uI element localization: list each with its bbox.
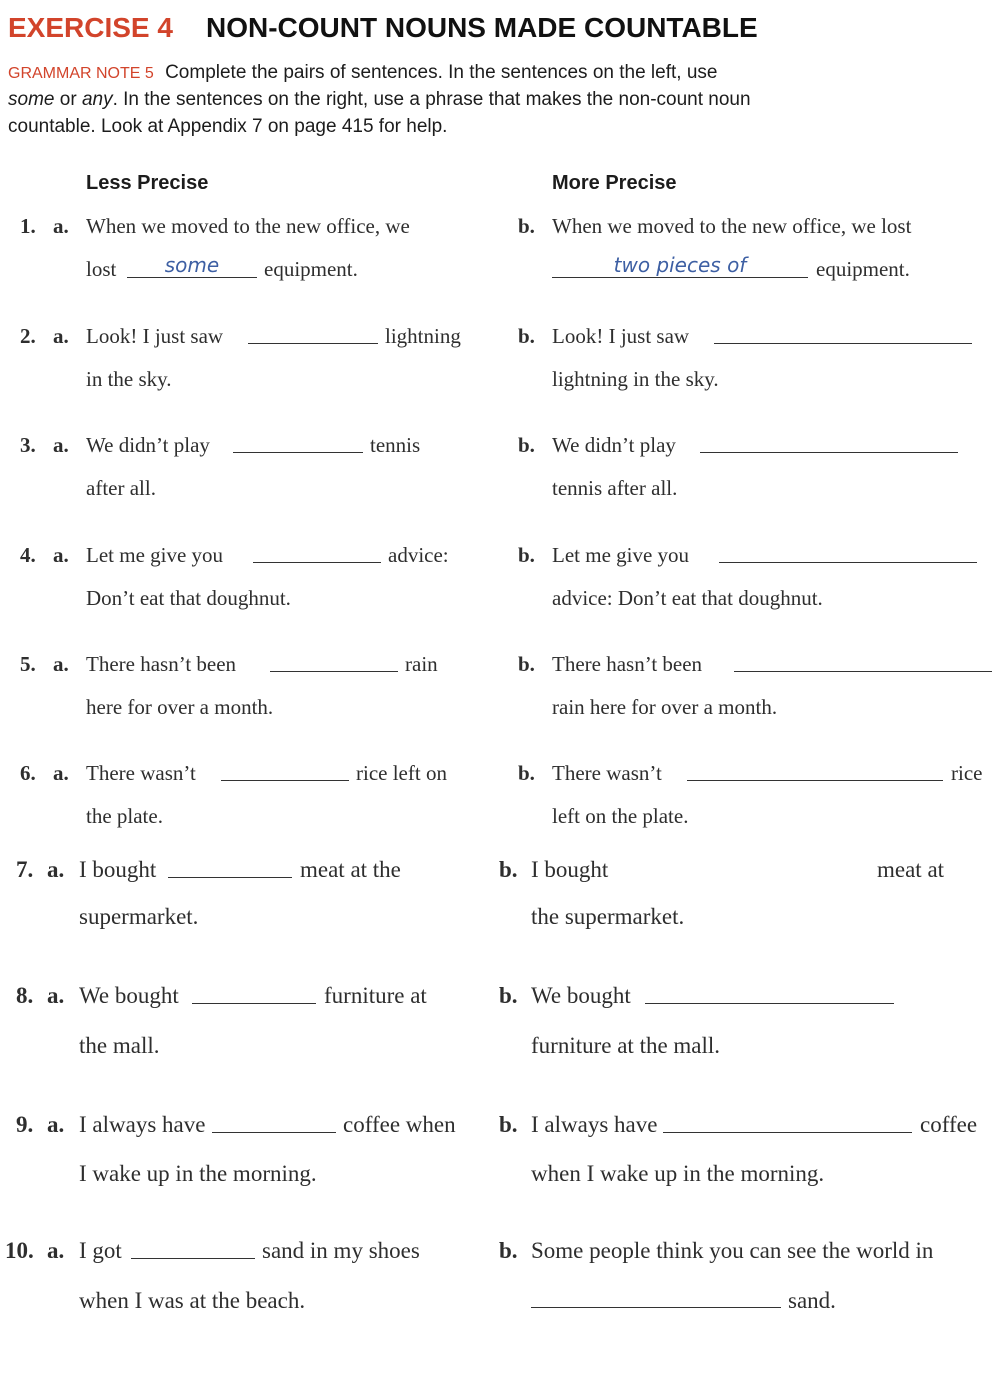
any-word: any (81, 89, 113, 110)
item-2b-blank[interactable] (714, 343, 972, 344)
item-1a-text-before: lost (86, 257, 117, 281)
item-10a-blank[interactable] (131, 1258, 255, 1259)
item-7b-line-2: the supermarket. (531, 904, 685, 929)
item-6b-text-after: rice (951, 761, 983, 785)
item-8a-blank[interactable] (192, 1003, 316, 1004)
part-b-label: b. (518, 214, 535, 238)
instructions-line-2 (8, 86, 751, 113)
or-word: or (59, 89, 77, 110)
part-a-label: a. (53, 214, 69, 238)
part-a-label: a. (47, 983, 65, 1008)
item-10a-text-after: sand in my shoes (262, 1238, 420, 1263)
item-1a-text-after: equipment. (264, 257, 358, 281)
grammar-note-label: GRAMMAR NOTE 5 (8, 65, 154, 82)
item-6a-blank[interactable] (221, 780, 349, 781)
part-a-label: a. (53, 543, 69, 567)
item-10b-text-after: sand. (788, 1288, 836, 1313)
item-8b-line-2: furniture at the mall. (531, 1033, 721, 1058)
item-7b-text-before: I bought (531, 857, 609, 882)
item-2a-text-before: Look! I just saw (86, 324, 224, 348)
item-number: 8. (16, 983, 34, 1008)
item-2b-line-2: lightning in the sky. (552, 367, 719, 391)
item-1b-text-after: equipment. (816, 257, 910, 281)
left-column-heading: Less Precise (86, 172, 209, 194)
part-b-label: b. (518, 761, 535, 785)
item-1b-blank[interactable] (552, 277, 808, 278)
item-8b-blank[interactable] (645, 1003, 894, 1004)
item-1b-line-1: When we moved to the new office, we lost (552, 214, 912, 238)
item-6a-text-before: There wasn’t (86, 761, 196, 785)
instructions-line-3: countable. Look at Appendix 7 on page 415 for help. (8, 116, 448, 137)
part-b-label: b. (499, 1112, 518, 1137)
item-9a-text-after: coffee when (343, 1112, 456, 1137)
item-6b-blank[interactable] (687, 780, 943, 781)
part-b-label: b. (499, 1238, 518, 1263)
item-3b-line-2: tennis after all. (552, 476, 678, 500)
item-1a-answer: some (164, 253, 220, 277)
item-10a-text-before: I got (79, 1238, 122, 1263)
item-number: 4. (20, 543, 36, 567)
item-9a-text-before: I always have (79, 1112, 206, 1137)
part-b-label: b. (518, 652, 535, 676)
item-3a-text-after: tennis (370, 433, 421, 457)
item-4b-blank[interactable] (719, 562, 977, 563)
item-5b-text-before: There hasn’t been (552, 652, 703, 676)
item-6b-line-2: left on the plate. (552, 804, 689, 828)
item-8a-line-2: the mall. (79, 1033, 160, 1058)
item-9a-blank[interactable] (212, 1132, 336, 1133)
item-number: 10. (5, 1238, 34, 1263)
item-4b-text-before: Let me give you (552, 543, 690, 567)
item-2b-text-before: Look! I just saw (552, 324, 690, 348)
item-4a-text-before: Let me give you (86, 543, 224, 567)
item-3b-text-before: We didn’t play (552, 433, 676, 457)
item-number: 9. (16, 1112, 34, 1137)
part-a-label: a. (47, 1238, 65, 1263)
item-3a-blank[interactable] (233, 452, 363, 453)
part-a-label: a. (53, 433, 69, 457)
item-4a-text-after: advice: (388, 543, 449, 567)
item-7a-line-2: supermarket. (79, 904, 199, 929)
item-number: 3. (20, 433, 36, 457)
item-2a-text-after: lightning (385, 324, 461, 348)
item-5a-text-after: rain (405, 652, 438, 676)
item-number: 6. (20, 761, 36, 785)
item-10a-line-2: when I was at the beach. (79, 1288, 306, 1313)
item-1a-line-1: When we moved to the new office, we (86, 214, 410, 238)
item-5a-blank[interactable] (270, 671, 398, 672)
item-5a-line-2: here for over a month. (86, 695, 274, 719)
item-number: 2. (20, 324, 36, 348)
item-4a-line-2: Don’t eat that doughnut. (86, 586, 291, 610)
part-a-label: a. (53, 652, 69, 676)
item-5b-line-2: rain here for over a month. (552, 695, 778, 719)
item-5a-text-before: There hasn’t been (86, 652, 237, 676)
right-column-heading: More Precise (552, 172, 677, 194)
item-3a-text-before: We didn’t play (86, 433, 210, 457)
item-9b-text-before: I always have (531, 1112, 658, 1137)
part-b-label: b. (518, 543, 535, 567)
part-b-label: b. (499, 857, 518, 882)
item-1b-answer: two pieces of (613, 253, 747, 277)
item-8a-text-before: We bought (79, 983, 179, 1008)
some-word: some (8, 89, 55, 110)
item-number: 1. (20, 214, 36, 238)
item-7b-text-after: meat at (877, 857, 945, 882)
item-9b-line-2: when I wake up in the morning. (531, 1161, 825, 1186)
item-7a-text-after: meat at the (300, 857, 401, 882)
instructions-text-2: . In the sentences on the right, use a phrase that makes the non-count noun (112, 89, 751, 110)
part-b-label: b. (518, 433, 535, 457)
item-2a-blank[interactable] (248, 343, 378, 344)
part-b-label: b. (518, 324, 535, 348)
instructions-text-1: Complete the pairs of sentences. In the sentences on the left, use (165, 62, 718, 83)
part-a-label: a. (47, 1112, 65, 1137)
part-a-label: a. (53, 324, 69, 348)
part-a-label: a. (47, 857, 65, 882)
item-1a-blank[interactable] (127, 277, 257, 278)
item-3a-line-2: after all. (86, 476, 156, 500)
item-10b-blank[interactable] (531, 1307, 781, 1308)
part-a-label: a. (53, 761, 69, 785)
item-4b-line-2: advice: Don’t eat that doughnut. (552, 586, 823, 610)
item-8b-text-before: We bought (531, 983, 631, 1008)
item-5b-blank[interactable] (734, 671, 992, 672)
item-6a-text-after: rice left on (356, 761, 447, 785)
instructions-line-1 (8, 59, 717, 87)
item-10b-line-1: Some people think you can see the world in (531, 1238, 934, 1263)
exercise-title: NON-COUNT NOUNS MADE COUNTABLE (206, 12, 758, 43)
item-9a-line-2: I wake up in the morning. (79, 1161, 317, 1186)
item-7a-blank[interactable] (168, 877, 292, 878)
item-number: 5. (20, 652, 36, 676)
part-b-label: b. (499, 983, 518, 1008)
item-8a-text-after: furniture at (324, 983, 427, 1008)
item-9b-blank[interactable] (663, 1132, 912, 1133)
item-3b-blank[interactable] (700, 452, 958, 453)
item-6a-line-2: the plate. (86, 804, 163, 828)
item-6b-text-before: There wasn’t (552, 761, 662, 785)
item-number: 7. (16, 857, 34, 882)
item-4a-blank[interactable] (253, 562, 381, 563)
item-2a-line-2: in the sky. (86, 367, 172, 391)
exercise-label: EXERCISE 4 (8, 12, 173, 43)
item-7a-text-before: I bought (79, 857, 157, 882)
item-9b-text-after: coffee (920, 1112, 978, 1137)
